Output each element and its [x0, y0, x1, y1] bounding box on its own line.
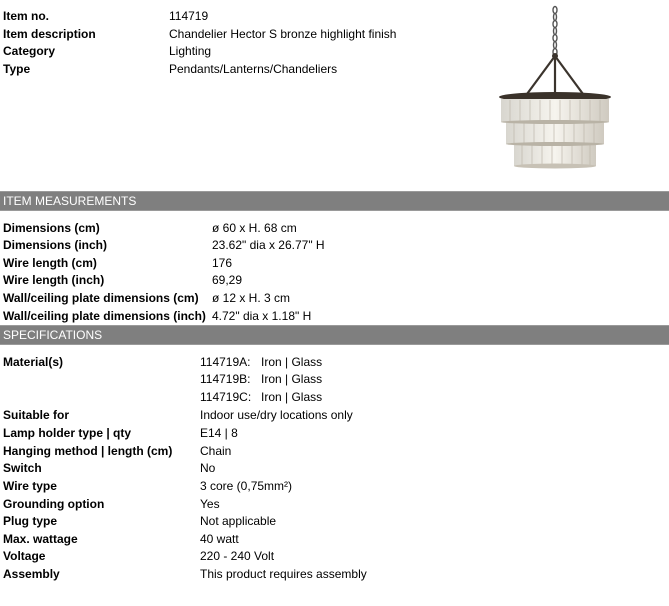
spec-value: Indoor use/dry locations only [200, 408, 353, 422]
divider [0, 210, 669, 211]
header-value: 114719 [169, 9, 209, 23]
divider [0, 344, 669, 345]
measurement-value: ø 12 x H. 3 cm [212, 291, 291, 305]
measurement-label: Wall/ceiling plate dimensions (inch) [3, 309, 206, 323]
measurement-value: 23.62" dia x 26.77" H [212, 238, 325, 252]
spec-label: Material(s) [3, 355, 64, 369]
spec-label: Plug type [3, 514, 58, 528]
material-code: 114719C: [200, 390, 252, 404]
spec-value: Chain [200, 444, 232, 458]
spec-value: Yes [200, 497, 220, 511]
spec-value: 3 core (0,75mm²) [200, 479, 293, 493]
material-value: Iron | Glass [261, 355, 323, 369]
measurement-label: Wire length (inch) [3, 273, 105, 287]
header-label: Item description [3, 27, 96, 41]
header-value: Chandelier Hector S bronze highlight finish [169, 27, 397, 41]
measurement-value: 176 [212, 256, 233, 270]
spec-value: 40 watt [200, 532, 239, 546]
spec-value: 220 - 240 Volt [200, 549, 275, 563]
section-header-measurements: ITEM MEASUREMENTS [0, 192, 669, 210]
header-label: Item no. [3, 9, 50, 23]
header-value: Pendants/Lanterns/Chandeliers [169, 62, 338, 76]
spec-label: Assembly [3, 567, 60, 581]
measurement-value: 4.72" dia x 1.18" H [212, 309, 312, 323]
spec-label: Wire type [3, 479, 57, 493]
material-code: 114719B: [200, 372, 251, 386]
spec-label: Switch [3, 461, 42, 475]
section-header-specifications: SPECIFICATIONS [0, 326, 669, 344]
spec-label: Hanging method | length (cm) [3, 444, 173, 458]
measurement-label: Wall/ceiling plate dimensions (cm) [3, 291, 199, 305]
spec-label: Voltage [3, 549, 46, 563]
measurement-label: Wire length (cm) [3, 256, 97, 270]
chandelier-image [492, 4, 622, 176]
header-label: Type [3, 62, 31, 76]
header-value: Lighting [169, 44, 212, 58]
spec-label: Suitable for [3, 408, 70, 422]
material-value: Iron | Glass [261, 390, 323, 404]
spec-label: Max. wattage [3, 532, 78, 546]
spec-label: Lamp holder type | qty [3, 426, 132, 440]
spec-label: Grounding option [3, 497, 105, 511]
measurement-label: Dimensions (cm) [3, 221, 100, 235]
measurement-value: 69,29 [212, 273, 243, 287]
spec-value: E14 | 8 [200, 426, 238, 440]
spec-value: This product requires assembly [200, 567, 367, 581]
material-value: Iron | Glass [261, 372, 323, 386]
measurement-label: Dimensions (inch) [3, 238, 108, 252]
spec-value: No [200, 461, 216, 475]
measurement-value: ø 60 x H. 68 cm [212, 221, 297, 235]
spec-value: Not applicable [200, 514, 277, 528]
header-label: Category [3, 44, 56, 58]
material-code: 114719A: [200, 355, 251, 369]
